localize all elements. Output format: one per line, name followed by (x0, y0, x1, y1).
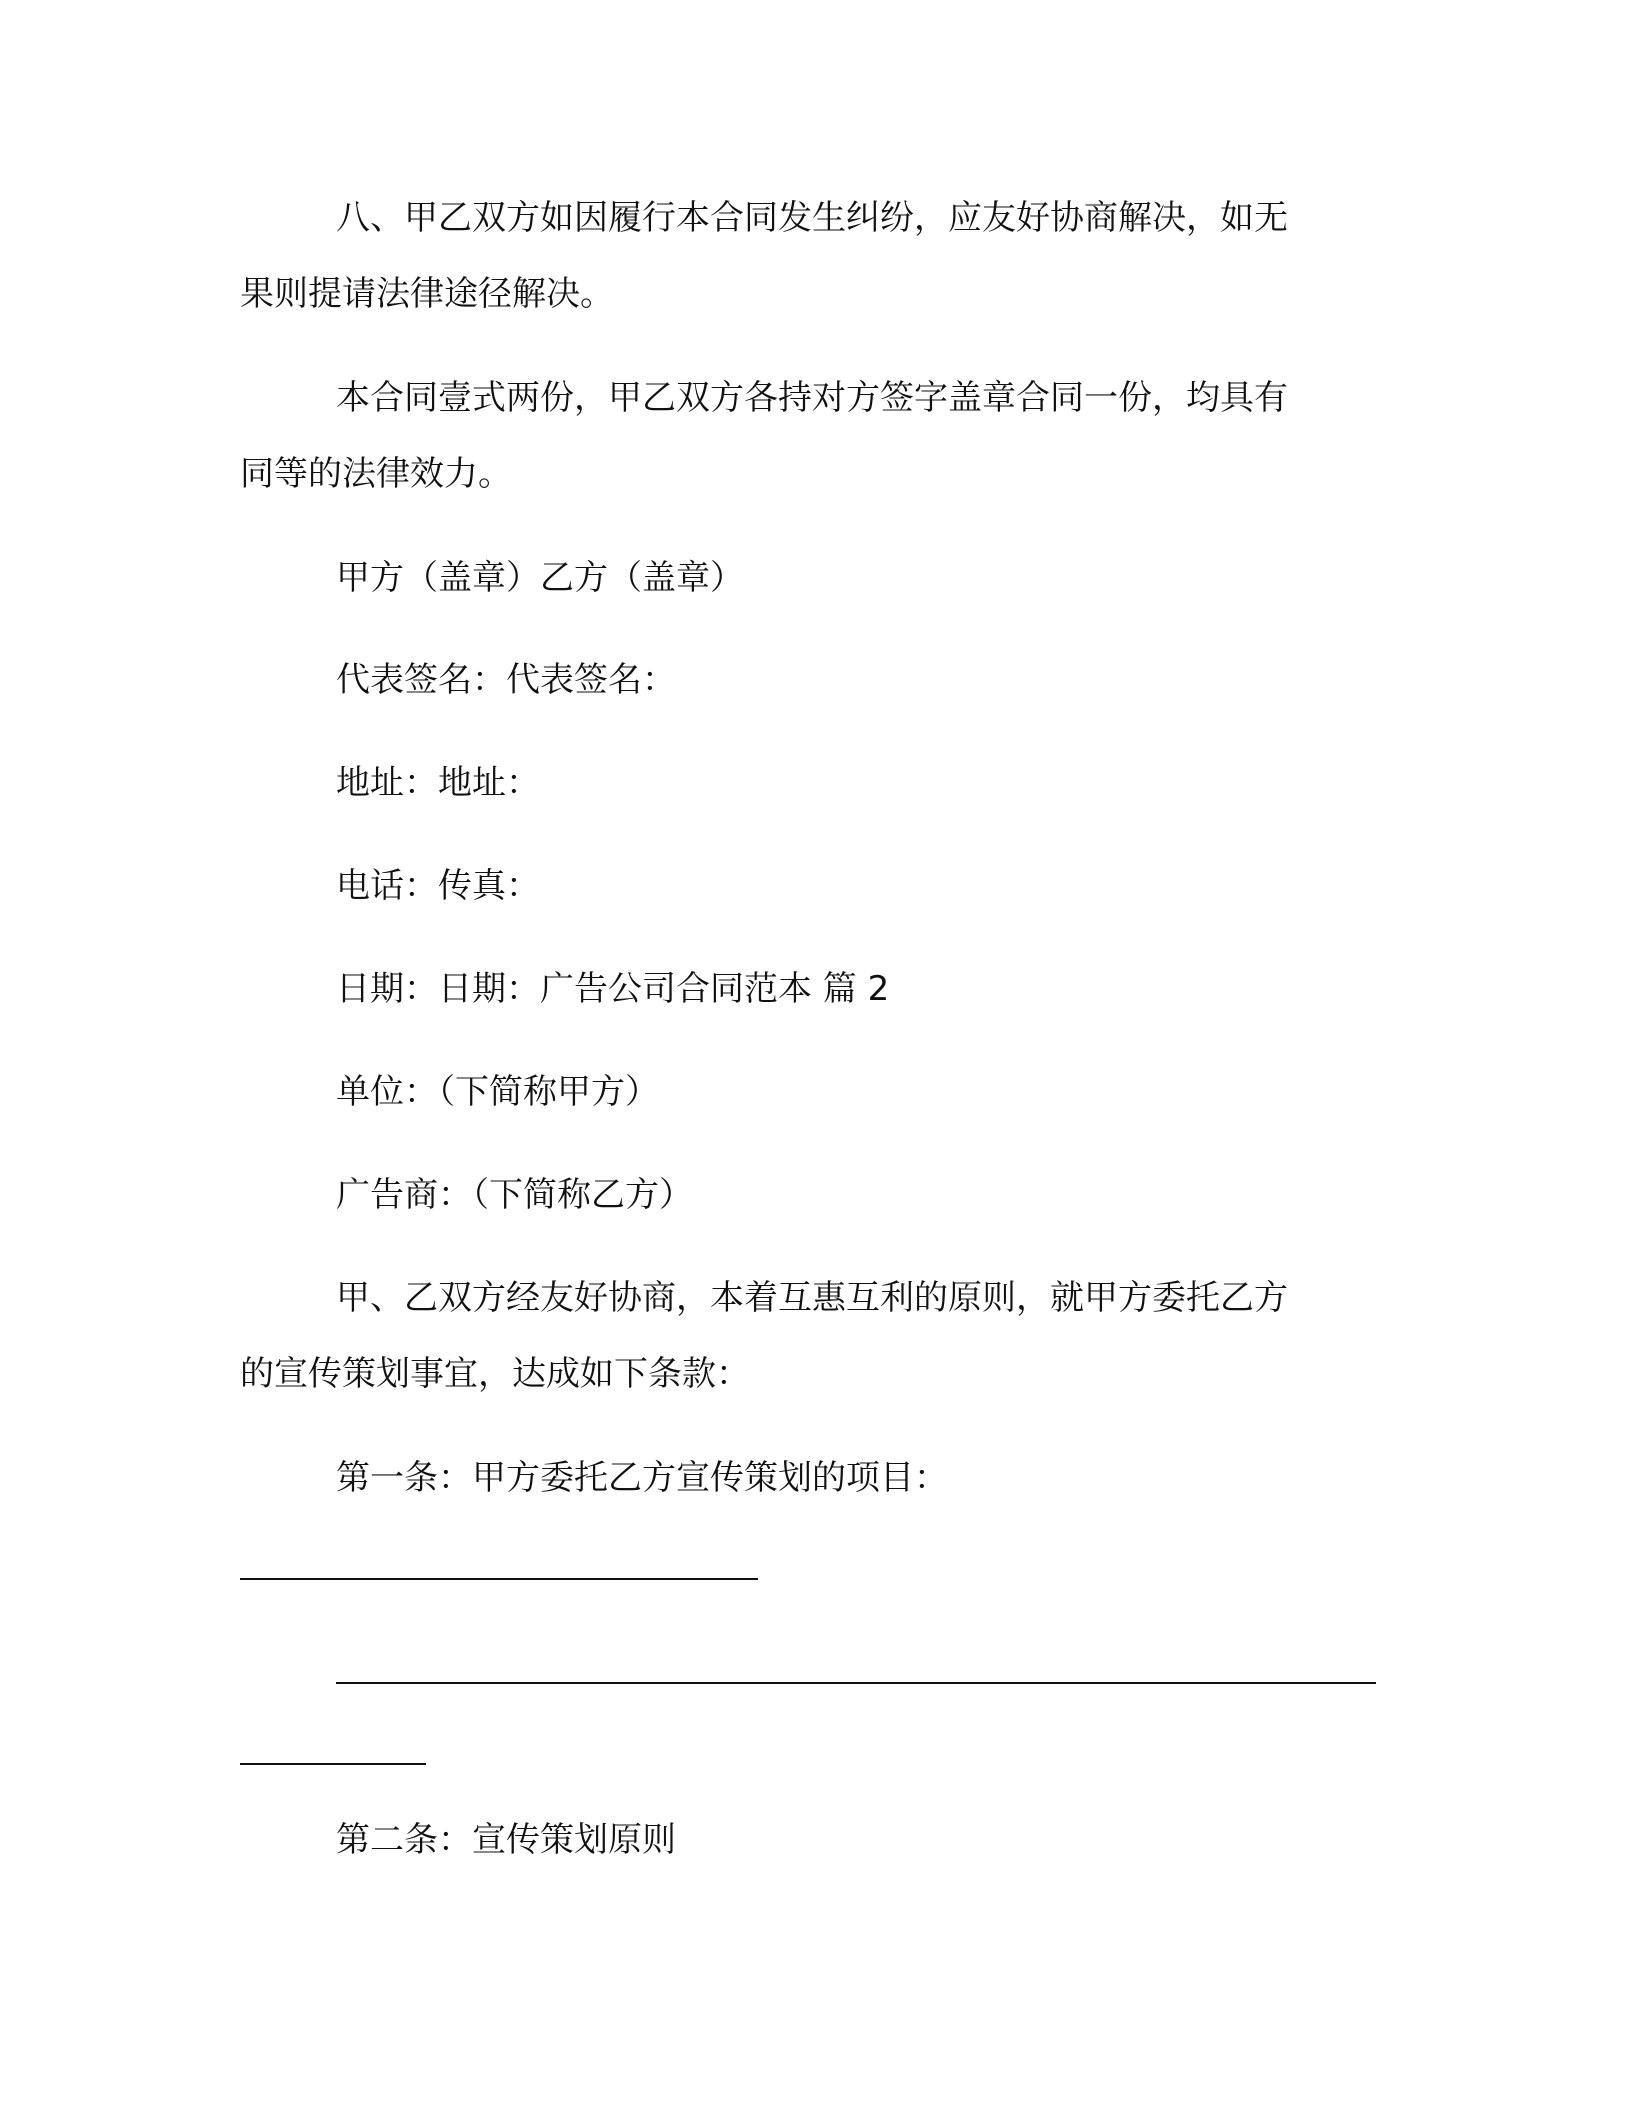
paragraph-phone-fax-line (240, 848, 1380, 924)
text-line: 同等的法律效力。 (240, 454, 512, 494)
text-line: 电话：传真： (336, 866, 540, 906)
paragraph-signature-line (240, 642, 1380, 718)
paragraph-dispute-resolution (240, 180, 1380, 332)
paragraph-address-line (240, 745, 1380, 821)
text-line: 本合同壹式两份，甲乙双方各持对方签字盖章合同一份，均具有 (336, 378, 1288, 418)
paragraph-seal-line (240, 540, 1380, 616)
text-line: 第二条：宣传策划原则 (336, 1820, 676, 1860)
text-line: 地址：地址： (336, 763, 540, 803)
blank-fill-line (336, 1682, 1376, 1684)
text-line: 的宣传策划事宜，达成如下条款： (240, 1354, 750, 1394)
text-line: 日期：日期：广告公司合同范本 篇 2 (336, 969, 890, 1009)
paragraph-unit-line (240, 1054, 1380, 1130)
paragraph-article-one (240, 1440, 1380, 1516)
text-line: 第一条：甲方委托乙方宣传策划的项目： (336, 1458, 948, 1498)
text-line: 代表签名：代表签名： (336, 660, 676, 700)
text-line: 广告商：（下简称乙方） (336, 1175, 693, 1215)
paragraph-agreement-intro (240, 1260, 1380, 1412)
paragraph-advertiser-line (240, 1157, 1380, 1233)
paragraph-article-two (240, 1802, 1380, 1878)
text-line: 果则提请法律途径解决。 (240, 274, 614, 314)
paragraph-copies-clause (240, 360, 1380, 512)
text-line: 甲方（盖章）乙方（盖章） (336, 558, 744, 598)
blank-fill-line (240, 1578, 758, 1580)
blank-fill-line (240, 1763, 426, 1765)
text-line: 单位：（下简称甲方） (336, 1072, 659, 1112)
text-line: 八、甲乙双方如因履行本合同发生纠纷，应友好协商解决，如无 (336, 198, 1288, 238)
text-line: 甲、乙双方经友好协商，本着互惠互利的原则，就甲方委托乙方 (336, 1278, 1288, 1318)
paragraph-date-line (240, 951, 1380, 1027)
